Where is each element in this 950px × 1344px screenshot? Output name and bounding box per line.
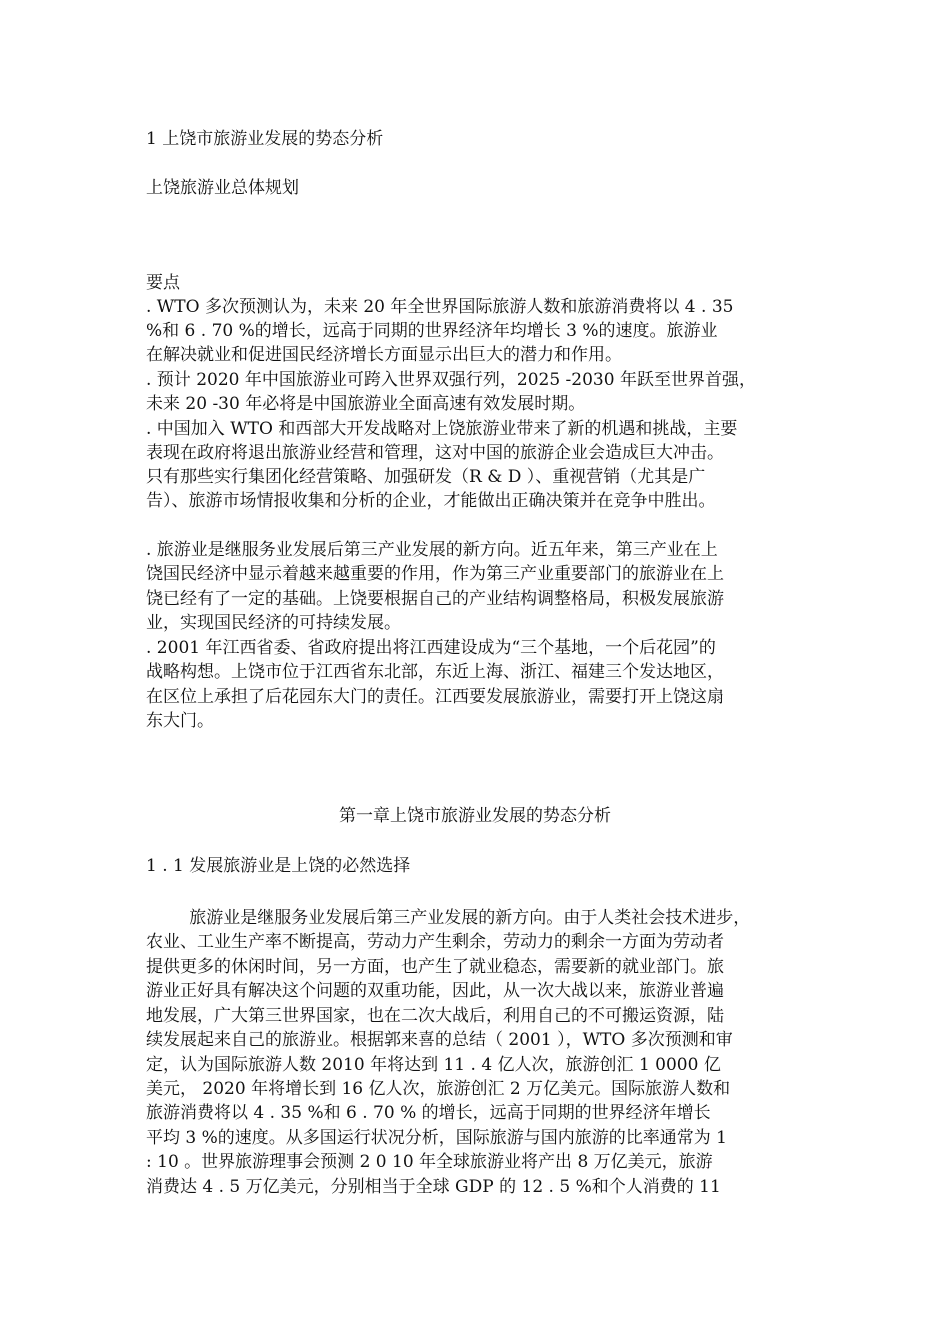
key-point-line: 业，实现国民经济的可持续发展。 xyxy=(146,613,401,633)
body-line: 定，认为国际旅游人数 2010 年将达到 11 . 4 亿人次，旅游创汇 1 0000 亿 xyxy=(146,1055,721,1075)
body-line: 平均 3 %的速度。从多国运行状况分析，国际旅游与国内旅游的比率通常为 1 xyxy=(146,1128,727,1148)
key-point-line: 饶国民经济中显示着越来越重要的作用，作为第三产业重要部门的旅游业在上 xyxy=(146,564,724,584)
key-point-line: 饶已经有了一定的基础。上饶要根据自己的产业结构调整格局，积极发展旅游 xyxy=(146,589,724,609)
key-point-line: 在区位上承担了后花园东大门的责任。江西要发展旅游业，需要打开上饶这扇 xyxy=(146,687,724,707)
key-point-line: 告）、旅游市场情报收集和分析的企业，才能做出正确决策并在竞争中胜出。 xyxy=(146,491,716,511)
key-point-line: 只有那些实行集团化经营策略、加强研发（R & D ）、重视营销（尤其是广 xyxy=(146,467,706,487)
body-line: 美元， 2020 年将增长到 16 亿人次，旅游创汇 2 万亿美元。国际旅游人数和 xyxy=(146,1079,731,1099)
body-line: 旅游消费将以 4 . 35 %和 6 . 70 % 的增长，远高于同期的世界经济年增长 xyxy=(146,1103,711,1123)
key-point-line: %和 6 . 70 %的增长，远高于同期的世界经济年均增长 3 %的速度。旅游业 xyxy=(146,321,718,341)
body-line: 续发展起来自己的旅游业。根据郭来喜的总结（ 2001 ），WTO 多次预测和审 xyxy=(146,1030,733,1050)
key-point-line: 表现在政府将退出旅游业经营和管理，这对中国的旅游企业会造成巨大冲击。 xyxy=(146,443,724,463)
document-subtitle: 上饶旅游业总体规划 xyxy=(146,178,299,198)
body-line: 地发展，广大第三世界国家，也在二次大战后，利用自己的不可搬运资源，陆 xyxy=(146,1006,724,1026)
body-line: 消费达 4 . 5 万亿美元，分别相当于全球 GDP 的 12 . 5 %和个人消费的 11 xyxy=(146,1177,721,1197)
section-title: 1 . 1 发展旅游业是上饶的必然选择 xyxy=(146,856,411,876)
key-point-line: . 旅游业是继服务业发展后第三产业发展的新方向。近五年来，第三产业在上 xyxy=(146,540,718,560)
body-line: 提供更多的休闲时间，另一方面，也产生了就业稳态，需要新的就业部门。旅 xyxy=(146,957,724,977)
body-line: : 10 。世界旅游理事会预测 2 0 10 年全球旅游业将产出 8 万亿美元，旅游 xyxy=(146,1152,713,1172)
key-point-line: . 2001 年江西省委、省政府提出将江西建设成为“三个基地，一个后花园”的 xyxy=(146,638,716,658)
key-point-line: . 预计 2020 年中国旅游业可跨入世界双强行列，2025 -2030 年跃至世界首强， xyxy=(146,370,756,390)
document-title: 1 上饶市旅游业发展的势态分析 xyxy=(146,129,384,149)
key-point-line: . WTO 多次预测认为，未来 20 年全世界国际旅游人数和旅游消费将以 4 . 35 xyxy=(146,297,734,317)
body-line: 农业、工业生产率不断提高，劳动力产生剩余，劳动力的剩余一方面为劳动者 xyxy=(146,932,724,952)
key-point-line: 东大门。 xyxy=(146,711,214,731)
key-points-heading: 要点 xyxy=(146,273,180,293)
key-point-line: 未来 20 -30 年必将是中国旅游业全面高速有效发展时期。 xyxy=(146,394,586,414)
key-point-line: . 中国加入 WTO 和西部大开发战略对上饶旅游业带来了新的机遇和挑战，主要 xyxy=(146,419,738,439)
key-point-line: 战略构想。上饶市位于江西省东北部，东近上海、浙江、福建三个发达地区， xyxy=(146,662,724,682)
body-line: 旅游业是继服务业发展后第三产业发展的新方向。由于人类社会技术进步， xyxy=(146,908,751,928)
body-line: 游业正好具有解决这个问题的双重功能，因此，从一次大战以来，旅游业普遍 xyxy=(146,981,724,1001)
chapter-title: 第一章上饶市旅游业发展的势态分析 xyxy=(339,806,611,826)
key-point-line: 在解决就业和促进国民经济增长方面显示出巨大的潜力和作用。 xyxy=(146,345,622,365)
